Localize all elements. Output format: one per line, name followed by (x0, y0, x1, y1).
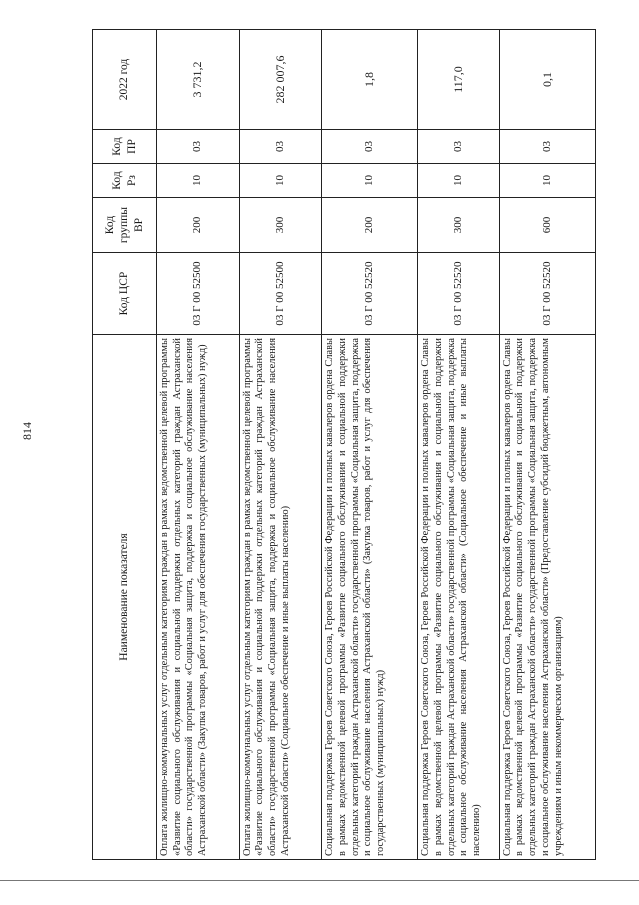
row-name: Социальная поддержка Героев Советского Союза, Героев Российской Федерации и полных кавалеров ордена Славы в рамках ведомственной целевой программы «Развитие социального обслуживания и социальной поддержки отдельных категорий граждан Астраханской области» государственной программы «Социальная защита, поддержка и социальное обслуживание населения Астраханской области» (Закупка товаров, работ и услуг для обеспечения государственных (муниципальных) нужд) (322, 335, 418, 860)
row-rz: 10 (322, 164, 418, 198)
row-vr: 200 (157, 198, 240, 253)
table-row (239, 30, 322, 860)
table-row (322, 30, 418, 860)
row-name: Оплата жилищно-коммунальных услуг отдельным категориям граждан в рамках ведомственной целевой программы «Развитие социального обслуживания и социальной поддержки отдельных категорий граждан Астраханской области» государственной программы «Социальная защита, поддержка и социальное обслуживание населения Астраханской области» (Социальное обеспечение и иные выплаты населению) (239, 335, 322, 860)
row-csr: 03 Г 00 52500 (157, 253, 240, 335)
table-row (157, 30, 240, 860)
row-vr: 600 (499, 198, 595, 253)
row-name: Социальная поддержка Героев Советского Союза, Героев Российской Федерации и полных кавалеров ордена Славы в рамках ведомственной целевой программы «Развитие социального обслуживания и социальной поддержки отдельных категорий граждан Астраханской области» государственной программы «Социальная защита, поддержка и социальное обслуживание населения Астраханской области» (Предоставление субсидий бюджетным, автономным учреждениям и иным некоммерческим организациям) (499, 335, 595, 860)
row-rz: 10 (499, 164, 595, 198)
row-value: 0,1 (499, 30, 595, 130)
row-rz: 10 (157, 164, 240, 198)
header-name: Наименование показателя (93, 335, 157, 860)
row-vr: 200 (322, 198, 418, 253)
row-value: 1,8 (322, 30, 418, 130)
row-pr: 03 (322, 130, 418, 164)
row-csr: 03 Г 00 52500 (239, 253, 322, 335)
table-row (418, 30, 500, 860)
row-value: 3 731,2 (157, 30, 240, 130)
header-rz: Код Рз (93, 164, 157, 198)
row-csr: 03 Г 00 52520 (322, 253, 418, 335)
budget-table (92, 29, 596, 860)
row-vr: 300 (239, 198, 322, 253)
row-pr: 03 (157, 130, 240, 164)
row-rz: 10 (418, 164, 500, 198)
row-rz: 10 (239, 164, 322, 198)
page-number: 814 (20, 422, 34, 440)
table-row (499, 30, 595, 860)
row-value: 282 007,6 (239, 30, 322, 130)
header-csr: Код ЦСР (93, 253, 157, 335)
table-header-row (93, 30, 157, 860)
header-pr: Код ПР (93, 130, 157, 164)
row-csr: 03 Г 00 52520 (418, 253, 500, 335)
row-name: Оплата жилищно-коммунальных услуг отдельным категориям граждан в рамках ведомственной целевой программы «Развитие социального обслуживания и социальной поддержки отдельных категорий граждан Астраханской области» государственной программы «Социальная защита, поддержка и социальное обслуживание населения Астраханской области» (Закупка товаров, работ и услуг для обеспечения государственных (муниципальных) нужд) (157, 335, 240, 860)
row-vr: 300 (418, 198, 500, 253)
scan-bottom-rule (0, 880, 639, 881)
row-pr: 03 (239, 130, 322, 164)
rotated-table-wrapper (92, 30, 596, 860)
row-pr: 03 (418, 130, 500, 164)
header-vr: Код группы ВР (93, 198, 157, 253)
row-value: 117,0 (418, 30, 500, 130)
header-year: 2022 год (93, 30, 157, 130)
row-name: Социальная поддержка Героев Советского Союза, Героев Российской Федерации и полных кавалеров ордена Славы в рамках ведомственной целевой программы «Развитие социального обслуживания и социальной поддержки отдельных категорий граждан Астраханской области» государственной программы «Социальная защита, поддержка и социальное обслуживание населения Астраханской области» (Социальное обеспечение и иные выплаты населению) (418, 335, 500, 860)
row-csr: 03 Г 00 52520 (499, 253, 595, 335)
row-pr: 03 (499, 130, 595, 164)
